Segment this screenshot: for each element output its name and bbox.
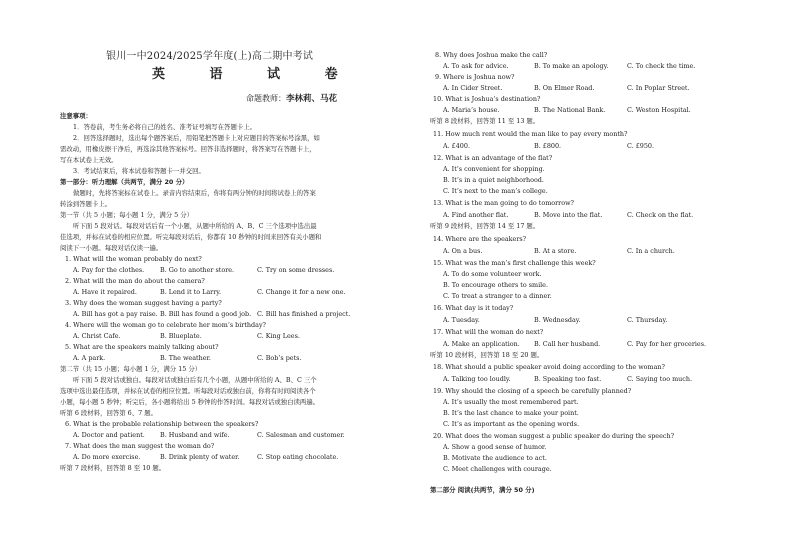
material-instruction: 听第 7 段材料，回答第 8 至 10 题。 <box>60 464 166 472</box>
notice-heading: 注意事项： <box>60 112 92 120</box>
question: 18. What should a public speaker avoid doing according to the woman? <box>433 363 665 371</box>
option-c: C. Salesman and customer. <box>257 431 345 439</box>
option-c: C. In Poplar Street. <box>627 84 690 92</box>
option-a: A. To do some volunteer work. <box>443 270 542 278</box>
question: 16. What day is it today? <box>433 304 514 312</box>
subject-title: 英 语 试 卷 <box>152 67 358 82</box>
option-a: A. Find another flat. <box>443 211 509 219</box>
option-a: A. Christ Cafe. <box>73 332 121 340</box>
question: 14. Where are the speakers? <box>433 235 527 243</box>
question: 20. What does the woman suggest a public speaker do during the speech? <box>433 432 674 440</box>
material-instruction: 听第 6 段材料，回答第 6、7 题。 <box>60 409 158 417</box>
question: 6. What is the probable relationship between the speakers? <box>65 420 259 428</box>
option-b: B. It’s the last chance to make your point. <box>443 409 579 417</box>
option-c: C. Bill has finished a project. <box>257 310 351 318</box>
option-a: A. Maria’s house. <box>443 106 500 114</box>
notice-item: 3．考试结束后，将本试卷和答题卡一并交回。 <box>73 167 205 175</box>
option-a: A. Doctor and patient. <box>73 431 145 439</box>
exam-title: 银川一中2024/2025学年度(上)高二期中考试 <box>106 51 314 62</box>
teacher-names: 李林莉、马花 <box>286 94 338 104</box>
question: 10. What is Joshua’s destination? <box>433 95 541 103</box>
notice-item: 需改动，用橡皮擦干净后，再选涂其他答案标号。回答非选择题时，将答案写在答题卡上， <box>60 145 316 153</box>
option-b: B. To encourage others to smile. <box>443 281 548 289</box>
option-c: C. £950. <box>627 142 655 150</box>
question: 19. Why should the closing of a speech be carefully planned? <box>433 387 632 395</box>
question: 13. What is the man going to do tomorrow? <box>433 199 574 207</box>
option-c: C. Thursday. <box>627 316 668 324</box>
question: 7. What does the man suggest the woman do? <box>65 442 215 450</box>
section2-heading: 第二节（共 15 小题；每小题 1 分，满分 15 分） <box>60 365 202 373</box>
option-c: C. Check on the flat. <box>627 211 694 219</box>
question: 5. What are the speakers mainly talking about? <box>65 343 219 351</box>
option-b: B. The National Bank. <box>534 106 606 114</box>
option-c: C. Try on some dresses. <box>257 266 335 274</box>
option-c: C. To treat a stranger to a dinner. <box>443 292 552 300</box>
option-a: A. In Cider Street. <box>443 84 503 92</box>
question: 1. What will the woman probably do next? <box>65 255 202 263</box>
section1-heading: 第一节（共 5 小题；每小题 1 分，满分 5 分） <box>60 211 194 219</box>
option-b: B. Lend it to Larry. <box>160 288 222 296</box>
material-instruction: 听第 10 段材料，回答第 18 至 20 题。 <box>430 351 544 359</box>
section1-instruction: 佳选项，并标在试卷的相应位置。听完每段对话后，你都有 10 秒钟的时间来回答有关小题和 <box>60 233 322 241</box>
option-a: A. Make an application. <box>443 340 520 348</box>
option-a: A. Show a good sense of humor. <box>443 443 547 451</box>
material-instruction: 听第 8 段材料，回答第 11 至 13 题。 <box>430 117 540 125</box>
option-c: C. Pay for her groceries. <box>627 340 707 348</box>
option-b: B. Motivate the audience to act. <box>443 454 547 462</box>
option-a: A. Talking too loudly. <box>443 375 511 383</box>
option-b: B. At a store. <box>534 247 577 255</box>
notice-item: 写在本试卷上无效。 <box>60 156 118 164</box>
option-b: B. Drink plenty of water. <box>160 453 240 461</box>
question: 4. Where will the woman go to celebrate her mom’s birthday? <box>65 321 266 329</box>
option-b: B. On Elmer Road. <box>534 84 595 92</box>
option-c: C. To check the time. <box>627 62 696 70</box>
option-b: B. £800. <box>534 142 562 150</box>
option-c: C. King Lees. <box>257 332 300 340</box>
option-a: A. It’s convenient for shopping. <box>443 165 545 173</box>
part1-intro: 转涂到答题卡上。 <box>60 200 112 208</box>
part2-heading: 第二部分 阅读(共两节，满分 50 分) <box>430 486 535 494</box>
option-b: B. Blueplate. <box>160 332 202 340</box>
option-b: B. The weather. <box>160 354 211 362</box>
question: 15. What was the man’s first challenge this week? <box>433 259 596 267</box>
question: 9. Where is Joshua now? <box>435 73 515 81</box>
option-b: B. Go to another store. <box>160 266 235 274</box>
section2-instruction: 小题，每小题 5 秒钟；听完后，各小题将给出 5 秒钟的作答时间。每段对话或独白读两遍。 <box>60 398 320 406</box>
option-a: A. To ask for advice. <box>443 62 509 70</box>
option-b: B. Bill has found a good job. <box>160 310 252 318</box>
option-a: A. Bill has got a pay raise. <box>73 310 158 318</box>
option-b: B. It’s in a quiet neighborhood. <box>443 176 544 184</box>
question: 8. Why does Joshua make the call? <box>435 51 548 59</box>
notice-item: 1．答卷前，考生务必将自己的姓名、准考证号填写在答题卡上。 <box>73 123 257 131</box>
option-b: B. Husband and wife. <box>160 431 230 439</box>
option-c: C. It’s as important as the opening words. <box>443 420 579 428</box>
teacher-label: 命题教师： <box>246 94 286 103</box>
part1-heading: 第一部分：听力理解（共两节，满分 20 分） <box>60 178 189 186</box>
question: 11. How much rent would the man like to pay every month? <box>433 130 628 138</box>
question: 2. What will the man do about the camera? <box>65 277 205 285</box>
notice-item: 2．回答选择题时，选出每个题答案后，用铅笔把答题卡上对应题目的答案标号涂黑，如 <box>73 134 320 142</box>
section2-instruction: 选项中选出最佳选项，并标在试卷的相应位置。听每段对话或独白前，你将有时间阅读各个 <box>60 387 316 395</box>
section2-instruction: 听下面 5 段对话或独白。每段对话或独白后有几个小题，从题中所给的 A、B、C 三个 <box>73 376 317 384</box>
material-instruction: 听第 9 段材料，回答第 14 至 17 题。 <box>430 222 540 230</box>
option-a: A. It’s usually the most remembered part. <box>443 398 579 406</box>
option-a: A. On a bus. <box>443 247 483 255</box>
option-c: C. Bob’s pets. <box>257 354 302 362</box>
question: 17. What will the woman do next? <box>433 328 544 336</box>
option-c: C. Stop eating chocolate. <box>257 453 339 461</box>
option-b: B. To make an apology. <box>534 62 609 70</box>
option-a: A. Do more exercise. <box>73 453 141 461</box>
section1-instruction: 阅读下一小题。每段对话仅读一遍。 <box>60 244 163 252</box>
option-a: A. A park. <box>73 354 106 362</box>
option-c: C. In a church. <box>627 247 675 255</box>
option-c: C. It’s next to the man’s college. <box>443 187 548 195</box>
question: 12. What is an advantage of the flat? <box>433 154 553 162</box>
option-b: B. Wednesday. <box>534 316 581 324</box>
option-c: C. Saying too much. <box>627 375 693 383</box>
option-a: A. Tuesday. <box>443 316 480 324</box>
option-b: B. Move into the flat. <box>534 211 603 219</box>
option-c: C. Weston Hospital. <box>627 106 691 114</box>
option-a: A. £400. <box>443 142 470 150</box>
section1-instruction: 听下面 5 段对话。每段对话后有一个小题，从题中所给的 A、B、C 三个选项中选出最 <box>73 222 317 230</box>
option-b: B. Call her husband. <box>534 340 601 348</box>
option-a: A. Have it repaired. <box>73 288 137 296</box>
part1-intro: 做题时，先将答案标在试卷上。录音内容结束后，你将有两分钟的时间将试卷上的答案 <box>73 189 316 197</box>
option-c: C. Change it for a new one. <box>257 288 346 296</box>
option-c: C. Meet challenges with courage. <box>443 465 552 473</box>
question: 3. Why does the woman suggest having a party? <box>65 299 222 307</box>
option-b: B. Speaking too fast. <box>534 375 602 383</box>
option-a: A. Pay for the clothes. <box>73 266 145 274</box>
teacher-line <box>246 94 337 105</box>
